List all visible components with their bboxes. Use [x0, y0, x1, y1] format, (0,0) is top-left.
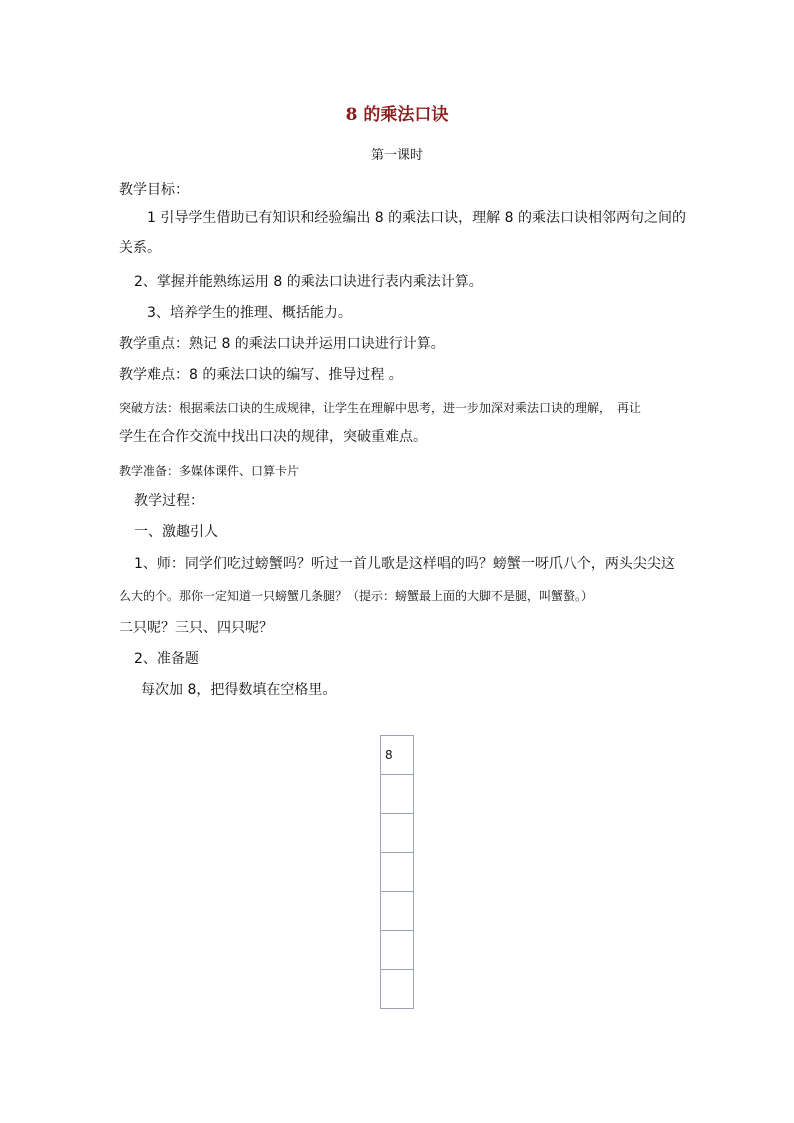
grid-cell[interactable] [381, 970, 414, 1009]
section-2-instruction: 每次加 8，把得数填在空格里。 [141, 682, 337, 698]
preparation: 教学准备：多媒体课件、口算卡片 [119, 464, 300, 478]
grid-cell[interactable] [381, 853, 414, 892]
grid-cell[interactable] [381, 892, 414, 931]
process-heading: 教学过程： [134, 493, 204, 509]
breakthrough-line-1: 突破方法：根据乘法口诀的生成规律，让学生在理解中思考，进一步加深对乘法口诀的理解， 再让 [119, 401, 642, 415]
fill-in-grid [380, 735, 414, 1009]
objective-1-line-1: 1 引导学生借助已有知识和经验编出 8 的乘法口诀，理解 8 的乘法口诀相邻两句之间的 [147, 210, 686, 226]
difficulty: 教学难点：8 的乘法口诀的编写、推导过程 。 [119, 367, 403, 383]
grid-cell[interactable]: 8 [381, 736, 414, 775]
objectives-heading: 教学目标： [119, 182, 189, 198]
section-1-line-2: 么大的个。那你一定知道一只螃蟹几条腿？（提示：螃蟹最上面的大脚不是腿，叫蟹螯。） [119, 589, 594, 603]
objective-1-line-2: 关系。 [119, 240, 161, 256]
objective-2: 2、掌握并能熟练运用 8 的乘法口诀进行表内乘法计算。 [134, 274, 483, 290]
grid-cell[interactable] [381, 931, 414, 970]
page-subtitle: 第一课时 [370, 148, 423, 163]
section-1-line-3: 二只呢？三只、四只呢？ [119, 620, 273, 636]
section-2-heading: 2、准备题 [134, 651, 199, 667]
section-1-line-1: 1、师：同学们吃过螃蟹吗？听过一首儿歌是这样唱的吗？螃蟹一呀爪八个，两头尖尖这 [134, 556, 675, 572]
grid-cell[interactable] [381, 814, 414, 853]
page-title: 8 的乘法口诀 [345, 105, 449, 125]
objective-3: 3、培养学生的推理、概括能力。 [147, 305, 352, 321]
section-1-heading: 一、激趣引人 [134, 524, 218, 540]
grid-cell[interactable] [381, 775, 414, 814]
breakthrough-line-2: 学生在合作交流中找出口决的规律，突破重难点。 [119, 429, 427, 445]
key-point: 教学重点：熟记 8 的乘法口诀并运用口诀进行计算。 [119, 336, 445, 352]
